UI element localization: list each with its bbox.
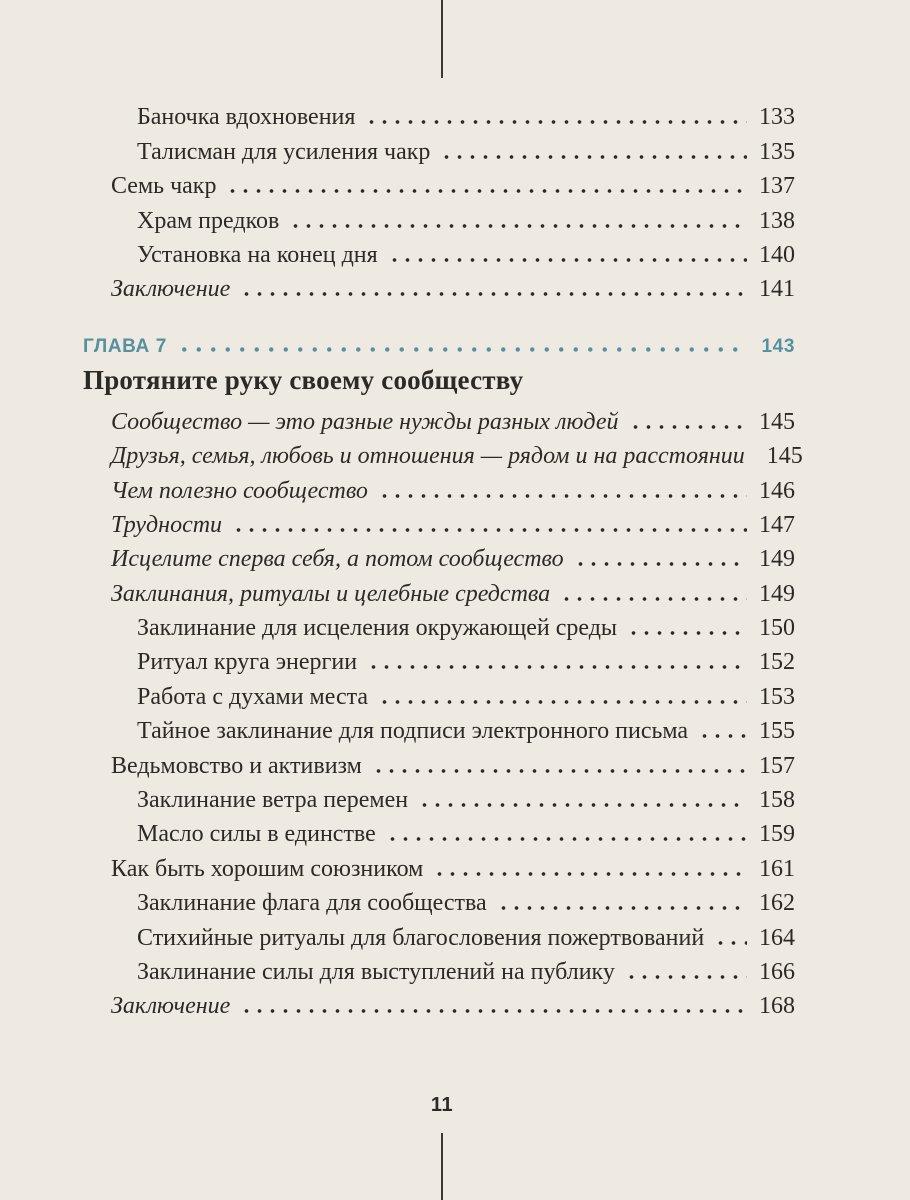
dot-leader — [378, 699, 747, 705]
toc-entry — [83, 886, 795, 920]
toc-entry — [83, 989, 795, 1023]
dot-leader — [714, 940, 747, 946]
dot-leader — [698, 733, 747, 739]
toc-entry-label: Тайное заклинание для подписи электронного письма — [137, 718, 689, 745]
toc-entry — [83, 404, 795, 438]
dot-leader — [440, 154, 747, 160]
toc-entry-page: 150 — [759, 615, 795, 642]
toc-entry — [83, 783, 795, 817]
toc-entry-label: Заклинание флага для сообщества — [137, 890, 487, 917]
toc-entry — [83, 134, 795, 168]
chapter-page: 143 — [761, 336, 795, 358]
toc-entry-page: 162 — [759, 890, 795, 917]
toc-entry-label: Храм предков — [137, 207, 280, 234]
dot-leader — [574, 561, 747, 567]
table-of-contents — [83, 100, 803, 1023]
dot-leader — [232, 527, 747, 533]
toc-entry-page: 147 — [759, 511, 795, 538]
toc-entry-page: 159 — [759, 821, 795, 848]
toc-entry-label: Друзья, семья, любовь и отношения — рядом и на расстоянии — [111, 443, 745, 470]
chapter-label: ГЛАВА 7 — [83, 336, 167, 358]
dot-leader — [226, 188, 747, 194]
dot-leader — [625, 974, 747, 980]
dot-leader — [367, 664, 747, 670]
dot-leader — [497, 905, 747, 911]
toc-entry — [83, 714, 795, 748]
chapter-row — [83, 330, 795, 360]
toc-entry-label: Ведьмовство и активизм — [111, 752, 362, 779]
page-number: 11 — [430, 1094, 454, 1116]
toc-entry — [83, 542, 795, 576]
dot-leader — [240, 1008, 747, 1014]
toc-entry-page: 168 — [759, 993, 795, 1020]
toc-entry — [83, 272, 795, 306]
toc-entry-label: Заклинание силы для выступлений на публику — [137, 958, 615, 985]
toc-entry — [83, 748, 795, 782]
dot-leader — [386, 836, 747, 842]
toc-entry-label: Заклинания, ритуалы и целебные средства — [111, 580, 551, 607]
toc-entry-page: 145 — [766, 443, 803, 470]
toc-entry-page: 138 — [759, 207, 795, 234]
toc-entry-page: 146 — [759, 477, 795, 504]
toc-entry — [83, 611, 795, 645]
toc-entry-label: Заключение — [111, 276, 231, 303]
toc-entry-page: 157 — [759, 752, 795, 779]
toc-entry-page: 153 — [759, 683, 795, 710]
toc-entry — [83, 203, 795, 237]
toc-entry-page: 133 — [759, 104, 795, 131]
toc-entry-label: Заклинание ветра перемен — [137, 787, 409, 814]
toc-entry — [83, 508, 795, 542]
dot-leader — [289, 223, 747, 229]
toc-entry-page: 149 — [759, 546, 795, 573]
dot-leader — [378, 493, 747, 499]
toc-entry-label: Как быть хорошим союзником — [111, 855, 424, 882]
toc-entry-label: Заключение — [111, 993, 231, 1020]
toc-entry-label: Семь чакр — [111, 173, 217, 200]
toc-entry-label: Стихийные ритуалы для благословения пожертвований — [137, 924, 705, 951]
toc-entry-label: Установка на конец дня — [137, 241, 378, 268]
center-crop-mark-bottom — [441, 1133, 443, 1200]
center-crop-mark-top — [441, 0, 443, 78]
toc-entry-page: 149 — [759, 580, 795, 607]
dot-leader — [388, 257, 747, 263]
toc-entry — [83, 238, 795, 272]
toc-entry-label: Заклинание для исцеления окружающей среды — [137, 615, 618, 642]
toc-entry-label: Ритуал круга энергии — [137, 649, 358, 676]
toc-entry-page: 141 — [759, 276, 795, 303]
chapter-title: Протяните руку своему сообществу — [83, 365, 524, 396]
toc-entry — [83, 851, 795, 885]
toc-entry-page: 166 — [759, 958, 795, 985]
toc-entry-label: Талисман для усиления чакр — [137, 138, 431, 165]
dot-leader — [418, 802, 747, 808]
dot-leader — [433, 871, 747, 877]
toc-entry-label: Сообщество — это разные нужды разных людей — [111, 408, 619, 435]
toc-entry — [83, 817, 795, 851]
toc-entry — [83, 679, 795, 713]
toc-entry — [83, 576, 795, 610]
toc-entry-label: Работа с духами места — [137, 683, 369, 710]
toc-entry — [83, 439, 803, 473]
toc-entry-page: 137 — [759, 173, 795, 200]
toc-entry-label: Баночка вдохновения — [137, 104, 356, 131]
toc-entry — [83, 100, 795, 134]
toc-entry-page: 155 — [759, 718, 795, 745]
toc-entry — [83, 169, 795, 203]
toc-entry-page: 161 — [759, 855, 795, 882]
dot-leader — [240, 291, 747, 297]
toc-entry-page: 140 — [759, 241, 795, 268]
dot-leader — [560, 596, 747, 602]
dot-leader — [629, 424, 747, 430]
dot-leader — [365, 119, 747, 125]
toc-entry-label: Исцелите сперва себя, а потом сообщество — [111, 546, 564, 573]
toc-entry-page: 135 — [759, 138, 795, 165]
toc-entry — [83, 955, 795, 989]
toc-entry — [83, 645, 795, 679]
dot-leader — [627, 630, 747, 636]
toc-entry-label: Трудности — [111, 511, 223, 538]
toc-entry-page: 152 — [759, 649, 795, 676]
toc-entry — [83, 920, 795, 954]
toc-entry-page: 145 — [759, 408, 795, 435]
toc-entry-page: 158 — [759, 787, 795, 814]
dot-leader — [372, 768, 747, 774]
toc-entry-page: 164 — [759, 924, 795, 951]
toc-entry-label: Масло силы в единстве — [137, 821, 376, 848]
dot-leader — [177, 346, 747, 353]
toc-entry-label: Чем полезно сообщество — [111, 477, 368, 504]
toc-entry — [83, 473, 795, 507]
